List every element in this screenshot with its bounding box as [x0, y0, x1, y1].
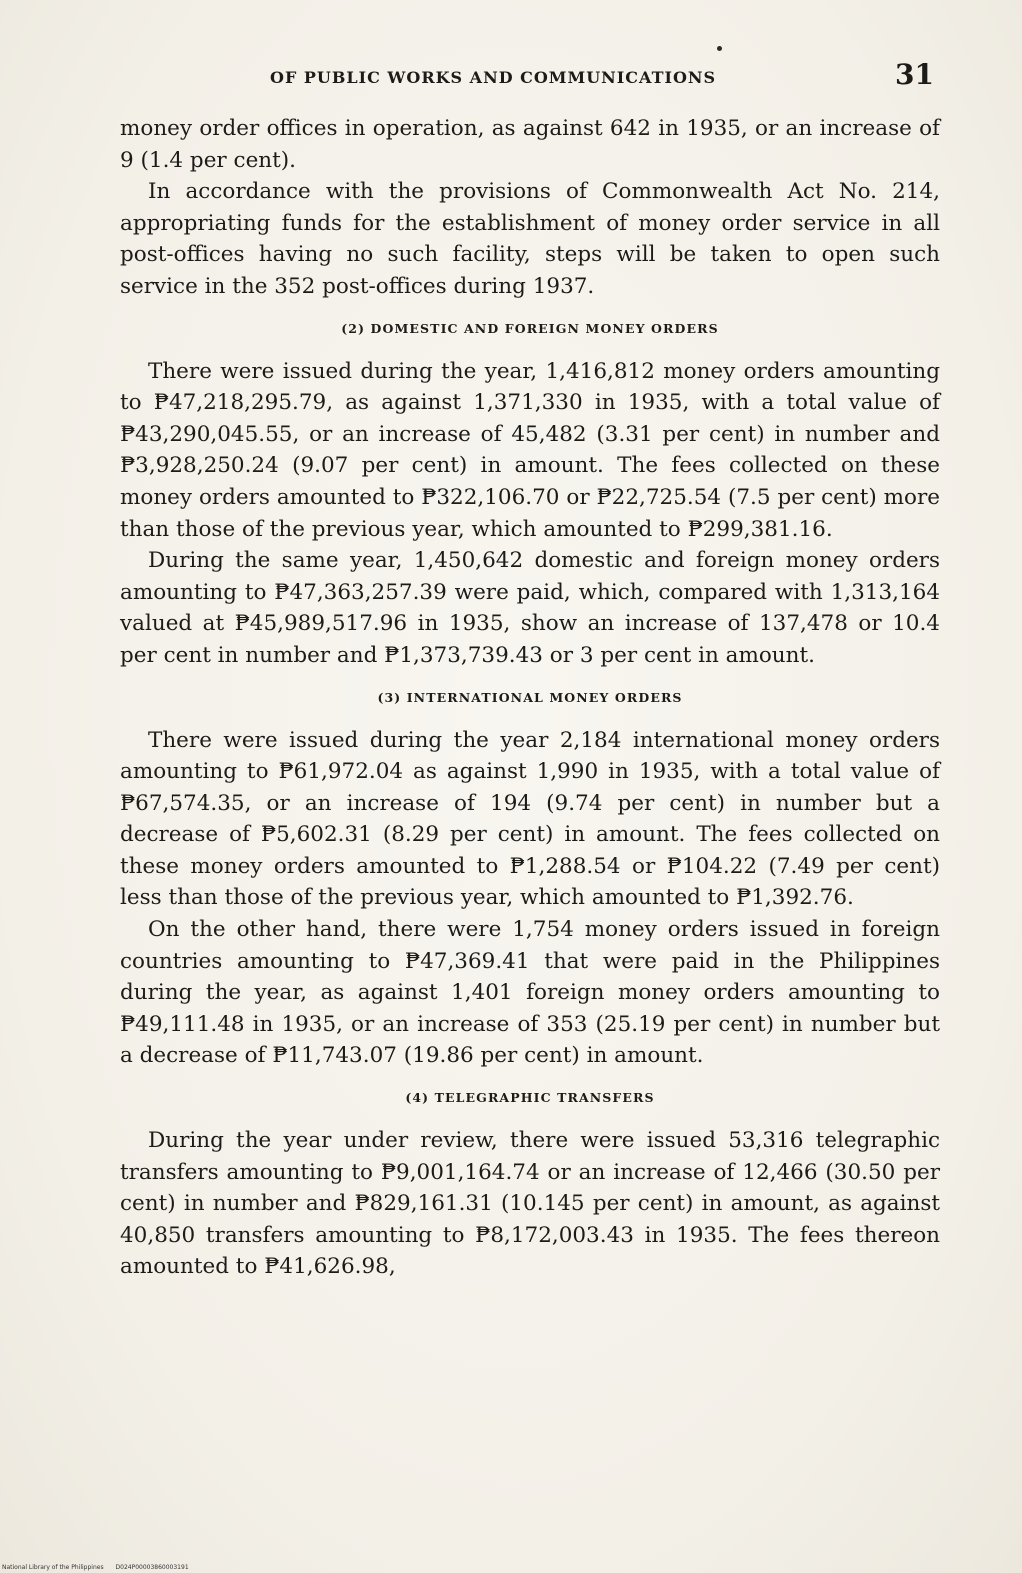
ink-speck — [717, 46, 722, 51]
page-body — [120, 113, 940, 1283]
paragraph: money order offices in operation, as against 642 in 1935, or an increase of 9 (1.4 per cent). — [120, 116, 940, 173]
paragraph: In accordance with the provisions of Commonwealth Act No. 214, appropriating funds for the establishment of money order service in all post-offices having no such facility, steps will be taken to open such service in the 352 post-offices during 1937. — [120, 179, 940, 299]
page-header — [120, 58, 940, 92]
paragraph: There were issued during the year 2,184 international money orders amounting to ₱61,972.04 as against 1,990 in 1935, with a total value of ₱67,574.35, or an increase of 194 (9.74 per cent) in number but a decrease of ₱5,602.31 (8.29 per cent) in amount. The fees collected on these money orders amounted to ₱1,288.54 or ₱104.22 (7.49 per cent) less than those of the previous year, which amounted to ₱1,392.76. — [120, 727, 940, 911]
paragraph: During the same year, 1,450,642 domestic and foreign money orders amounting to ₱47,363,257.39 were paid, which, compared with 1,313,164 valued at ₱45,989,517.96 in 1935, show an increase of 137,478 or 10.4 per cent in number and ₱1,373,739.43 or 3 per cent in amount. — [120, 548, 940, 668]
page-number: 31 — [895, 58, 934, 91]
library-credit: National Library of the Philippines — [2, 1564, 104, 1571]
paragraph: There were issued during the year, 1,416,812 money orders amounting to ₱47,218,295.79, as against 1,371,330 in 1935, with a total value of ₱43,290,045.55, or an increase of 45,482 (3.31 per cent) in number and ₱3,928,250.24 (9.07 per cent) in amount. The fees collected on these money orders amounted to ₱322,106.70 or ₱22,725.54 (7.5 per cent) more than those of the previous year, which amounted to ₱299,381.16. — [120, 358, 940, 542]
paragraph: On the other hand, there were 1,754 money orders issued in foreign countries amounting to ₱47,369.41 that were paid in the Philippines during the year, as against 1,401 foreign money orders amounting to ₱49,111.48 in 1935, or an increase of 353 (25.19 per cent) in number but a decrease of ₱11,743.07 (19.86 per cent) in amount. — [120, 917, 940, 1069]
scan-identifier: D024P00003860003191 — [115, 1564, 189, 1571]
paragraph: During the year under review, there were issued 53,316 telegraphic transfers amounting to ₱9,001,164.74 or an increase of 12,466 (30.50 per cent) in number and ₱829,161.31 (10.145 per cent) in amount, as against 40,850 transfers amounting to ₱8,172,003.43 in 1935. The fees thereon amounted to ₱41,626.98, — [120, 1128, 940, 1280]
scan-footer — [2, 1564, 199, 1571]
section-heading: (3) INTERNATIONAL MONEY ORDERS — [377, 689, 683, 705]
section-heading: (2) DOMESTIC AND FOREIGN MONEY ORDERS — [341, 320, 719, 336]
section-heading: (4) TELEGRAPHIC TRANSFERS — [405, 1090, 655, 1106]
running-head: OF PUBLIC WORKS AND COMMUNICATIONS — [270, 68, 717, 87]
